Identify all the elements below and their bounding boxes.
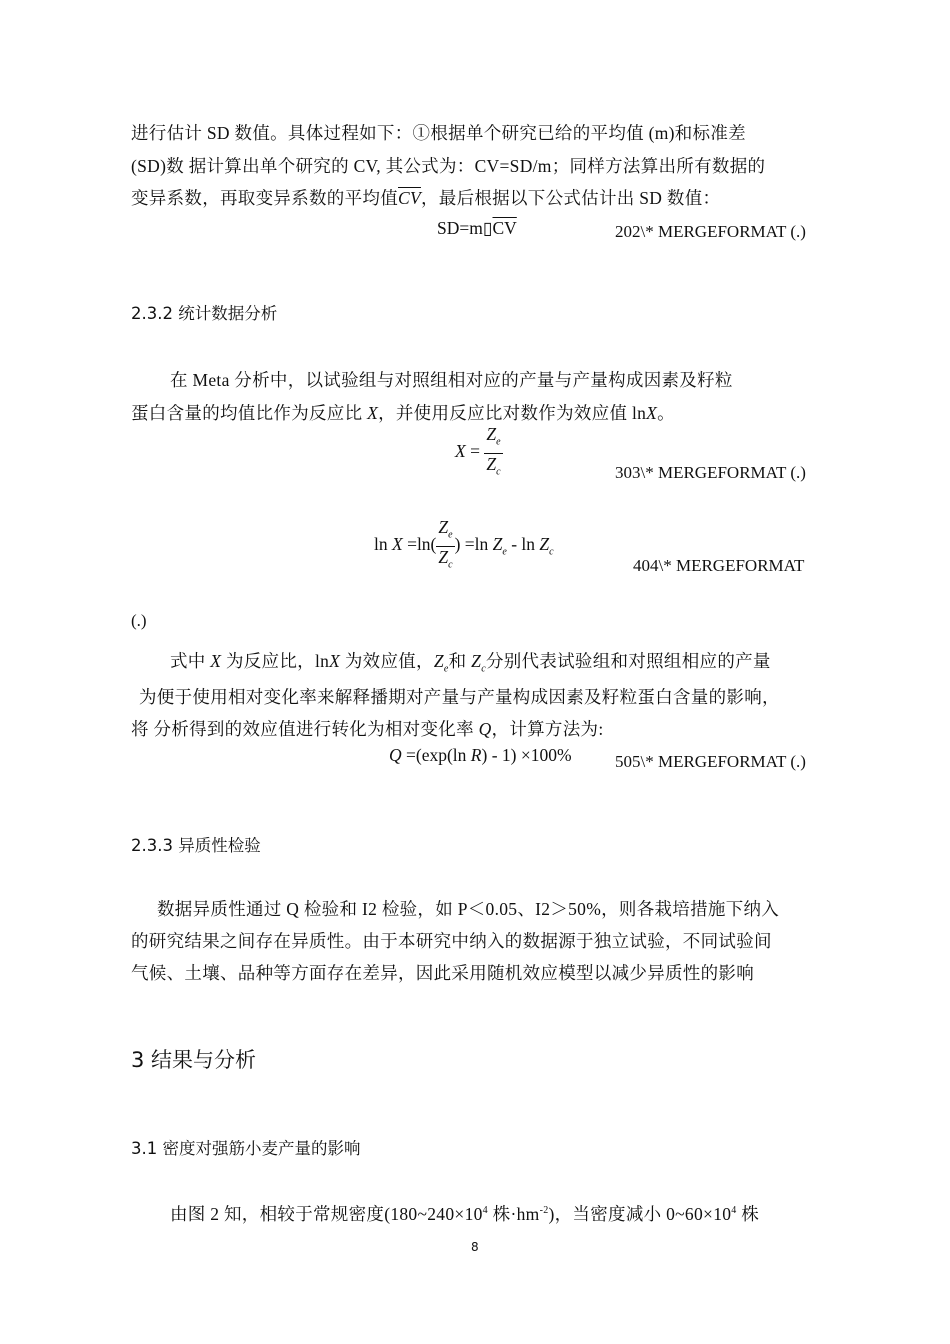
subscript: c: [481, 663, 486, 675]
z-symbol: Z: [471, 651, 482, 671]
var-x: X: [646, 403, 658, 423]
z-symbol: Z: [492, 534, 503, 555]
eq-text: ) - 1) ×100%: [481, 745, 572, 765]
var-x: X: [367, 403, 379, 423]
eq-text: ln: [374, 534, 392, 555]
text-run: 将 分析得到的效应值进行转化为相对变化率: [131, 719, 479, 739]
text-run: 为效应值，: [340, 651, 434, 671]
subscript: e: [502, 546, 507, 558]
eq-text: - ln: [506, 534, 540, 555]
var-x: X: [329, 651, 341, 671]
equation-sd: [437, 218, 517, 239]
eq-x: X: [392, 534, 403, 555]
equation-number-tail: (.): [131, 611, 147, 630]
superscript: -2: [539, 1205, 549, 1217]
text-run: 变异系数，再取变异系数的平均值: [131, 188, 398, 208]
subscript: c: [496, 466, 501, 477]
para-line: [170, 648, 771, 675]
fraction: [484, 424, 502, 482]
equation-3: [455, 424, 503, 482]
z-symbol: Z: [438, 517, 449, 537]
text-run: ，计算方法为:: [491, 719, 604, 739]
superscript: 4: [482, 1205, 488, 1217]
subscript: e: [496, 436, 501, 448]
text-run: 。: [657, 403, 675, 423]
text-run: 分别代表试验组和对照组相应的产量: [485, 651, 771, 671]
numerator: [436, 517, 454, 547]
z-symbol: Z: [486, 424, 497, 444]
text-run: 为反应比，ln: [221, 651, 330, 671]
section-heading: 3.1 密度对强筋小麦产量的影响: [131, 1139, 361, 1158]
subscript: c: [549, 546, 554, 558]
text-run: 和: [448, 651, 472, 671]
eq-text: ) =ln: [454, 534, 493, 555]
z-symbol: Z: [539, 534, 550, 555]
para-line: (SD)数 据计算出单个研究的 CV, 其公式为：CV=SD/m；同样方法算出所有数据的: [131, 156, 766, 176]
para-line: 的研究结果之间存在异质性。由于本研究中纳入的数据源于独立试验，不同试验间: [131, 931, 772, 951]
numerator: [484, 424, 502, 454]
denominator: [436, 547, 454, 576]
subscript: c: [448, 559, 453, 570]
text-run: )，当密度减小 0~60×10: [548, 1204, 732, 1224]
section-heading: 2.3.2 统计数据分析: [131, 304, 278, 323]
equation-5: [389, 745, 572, 766]
text-run: ，最后根据以下公式估计出 SD 数值：: [420, 188, 721, 208]
text-run: 株·hm: [487, 1204, 540, 1224]
text-run: 株: [736, 1204, 760, 1224]
eq-cv: $\overline{CV}$: [492, 218, 517, 238]
equation-4: [374, 517, 554, 575]
equation-number: 505\* MERGEFORMAT (.): [615, 752, 806, 771]
fraction: [436, 517, 454, 575]
z-symbol: Z: [433, 651, 444, 671]
text-run: 由图 2 知，相较于常规密度(180~240×10: [170, 1204, 483, 1224]
equation-number: 202\* MERGEFORMAT (.): [615, 222, 806, 241]
subscript: e: [448, 529, 453, 541]
text-run: 式中: [170, 651, 211, 671]
eq-missing-glyph: ▯: [482, 218, 493, 238]
z-symbol: Z: [486, 453, 497, 474]
var-r: R: [470, 745, 482, 765]
cv-mean-symbol: $\overline{CV}$: [398, 188, 421, 208]
var-x: X: [210, 651, 222, 671]
eq-equals: =: [465, 441, 485, 462]
para-line: [131, 400, 675, 425]
eq-x: X: [455, 441, 466, 462]
chapter-heading: 3 结果与分析: [131, 1048, 257, 1072]
z-symbol: Z: [438, 546, 449, 567]
para-line: 气候、土壤、品种等方面存在差异，因此采用随机效应模型以减少异质性的影响: [131, 963, 754, 983]
eq-text: =(exp(ln: [401, 745, 471, 765]
para-line: 在 Meta 分析中，以试验组与对照组相对应的产量与产量构成因素及籽粒: [170, 370, 733, 390]
denominator: [484, 454, 502, 483]
equation-number: 404\* MERGEFORMAT: [633, 556, 805, 575]
para-line: 数据异质性通过 Q 检验和 I2 检验，如 P＜0.05、I2＞50%，则各栽培措施下纳入: [157, 899, 780, 919]
section-heading: 2.3.3 异质性检验: [131, 836, 261, 855]
text-run: ，并使用反应比对数作为效应值 ln: [378, 403, 647, 423]
superscript: 4: [731, 1205, 737, 1217]
equation-number: 303\* MERGEFORMAT (.): [615, 463, 806, 482]
text-run: 蛋白含量的均值比作为反应比: [131, 403, 368, 423]
para-line: [131, 185, 720, 210]
para-line: [131, 716, 603, 741]
var-q: Q: [389, 745, 402, 765]
para-line: 为便于使用相对变化率来解释播期对产量与产量构成因素及籽粒蛋白含量的影响，: [139, 687, 780, 707]
para-line: [170, 1201, 759, 1226]
subscript: e: [443, 663, 449, 675]
eq-text: SD=m: [437, 218, 483, 238]
page-number: 8: [471, 1240, 479, 1254]
eq-text: =ln(: [402, 534, 437, 555]
para-line: 进行估计 SD 数值。具体过程如下：①根据单个研究已给的平均值 (m)和标准差: [131, 123, 746, 143]
var-q: Q: [478, 719, 492, 739]
